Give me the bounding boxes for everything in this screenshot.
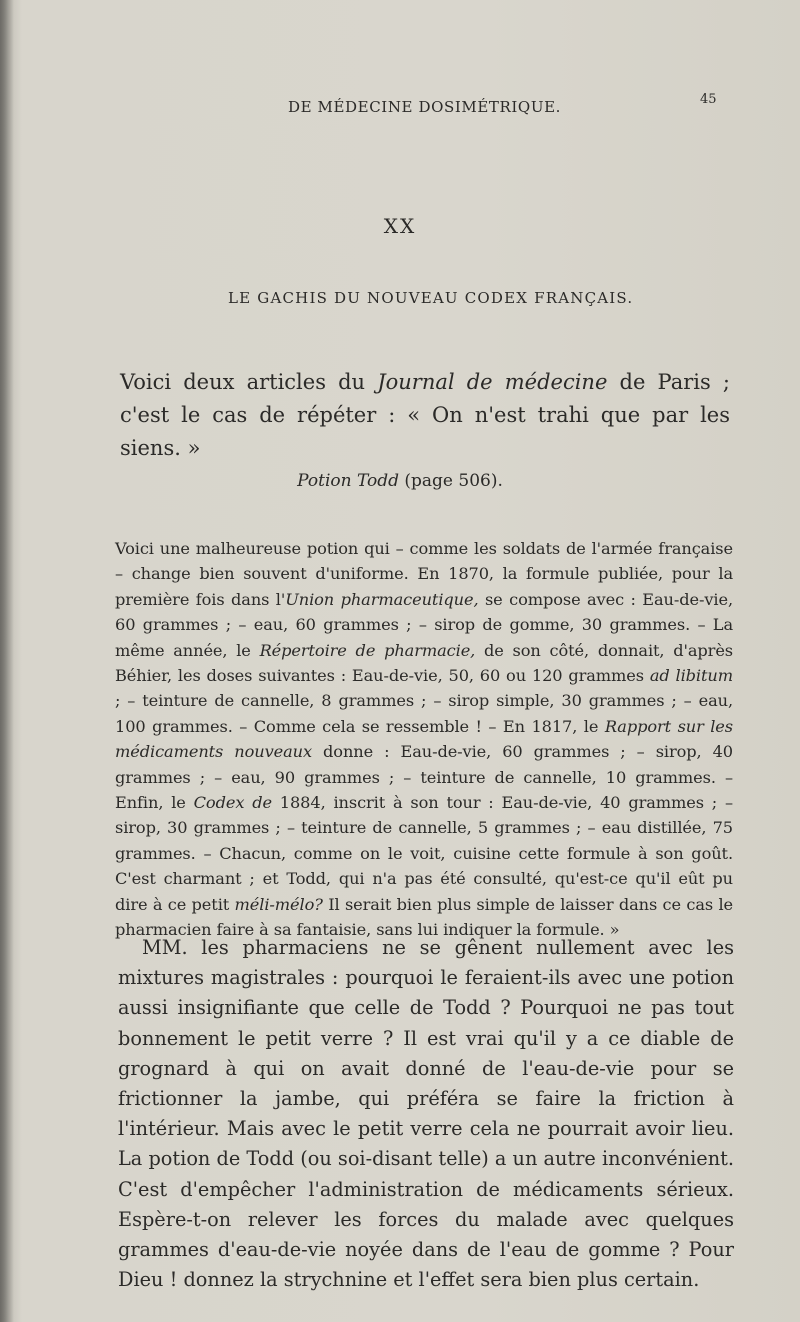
intro-paragraph xyxy=(120,366,730,465)
quote-text-2: se compose avec : Eau-de-vie, 60 grammes ; – eau, 60 grammes ; – sirop de gomme, 30 grammes. – La même année, le xyxy=(115,589,733,660)
chapter-number: XX xyxy=(383,214,417,238)
quote-text-3: de son côté, donnait, d'après Béhier, les doses suivantes : Eau-de-vie, 50, 60 ou 120 grammes xyxy=(115,640,733,686)
quote-text-6: 1884, inscrit à son tour : Eau-de-vie, 40 grammes ; – sirop, 30 grammes ; – teinture de cannelle, 5 grammes ; – eau distillée, 75 grammes. – Chacun, comme on le voit, cuisine cette formule à son goût. C'est charmant ; et Todd, qui n'a pas été consulté, qu'est-ce qu'il eût pu dire à ce petit xyxy=(115,793,733,914)
ad-libitum: ad libitum xyxy=(649,666,733,686)
quote-text-1: Voici une malheureuse potion qui – comme les soldats de l'armée française – change bien souvent d'uniforme. En 1870, la formule publiée, pour la première fois dans l' xyxy=(115,539,733,609)
quote-text-4: ; – teinture de cannelle, 8 grammes ; – sirop simple, 30 grammes ; – eau, 100 grammes. – Comme cela se ressemble ! – En 1817, le xyxy=(115,691,733,736)
running-head: DE MÉDECINE DOSIMÉTRIQUE. xyxy=(288,98,561,116)
section-heading xyxy=(0,471,800,491)
intro-text-after: de Paris ; c'est le cas de répéter : « On n'est trahi que par les siens. » xyxy=(120,370,730,460)
journal-title: Journal de médecine xyxy=(377,370,608,394)
section-title: Potion Todd xyxy=(297,471,399,491)
repertoire-pharmacie: Répertoire de pharmacie, xyxy=(259,640,476,660)
meli-melo: méli-mélo? xyxy=(234,894,323,914)
closing-paragraph xyxy=(118,933,734,1295)
page-number: 45 xyxy=(700,92,717,107)
union-pharmaceutique: Union pharmaceutique, xyxy=(285,589,479,609)
chapter-title: LE GACHIS DU NOUVEAU CODEX FRANÇAIS. xyxy=(228,289,634,307)
quote-text-5: donne : Eau-de-vie, 60 grammes ; – sirop, 40 grammes ; – eau, 90 grammes ; – teinture de cannelle, 10 grammes. – Enfin, le xyxy=(115,742,733,813)
intro-text-before: Voici deux articles du xyxy=(120,370,378,394)
quote-text-7: Il serait bien plus simple de laisser dans ce cas le pharmacien faire à sa fantaisie, sans lui indiquer la formule. » xyxy=(115,894,734,940)
codex: Codex de xyxy=(193,793,272,813)
quoted-article xyxy=(115,536,733,943)
closing-text: MM. les pharmaciens ne se gênent nullement avec les mixtures magistrales : pourquoi le feraient-ils avec une potion aussi insignifiante que celle de Todd ? Pourquoi ne pas tout bonnement le petit verre ? Il est vrai qu'il y a ce diable de grognard à qui on avait donné de l'eau-de-vie pour se frictionner la jambe, qui préféra se faire la friction à l'intérieur. Mais avec le petit verre cela ne pourrait avoir lieu. La potion de Todd (ou soi-disant telle) a un autre inconvénient. C'est d'empêcher l'administration de médicaments sérieux. Espère-t-on relever les forces du malade avec quelques grammes d'eau-de-vie noyée dans de l'eau de gomme ? Pour Dieu ! donnez la strychnine et l'effet sera bien plus certain. xyxy=(118,936,734,1292)
section-page-ref: (page 506). xyxy=(398,471,503,491)
binding-shadow xyxy=(0,0,14,1322)
rapport-medicaments: Rapport sur les médicaments nouveaux xyxy=(115,716,733,762)
